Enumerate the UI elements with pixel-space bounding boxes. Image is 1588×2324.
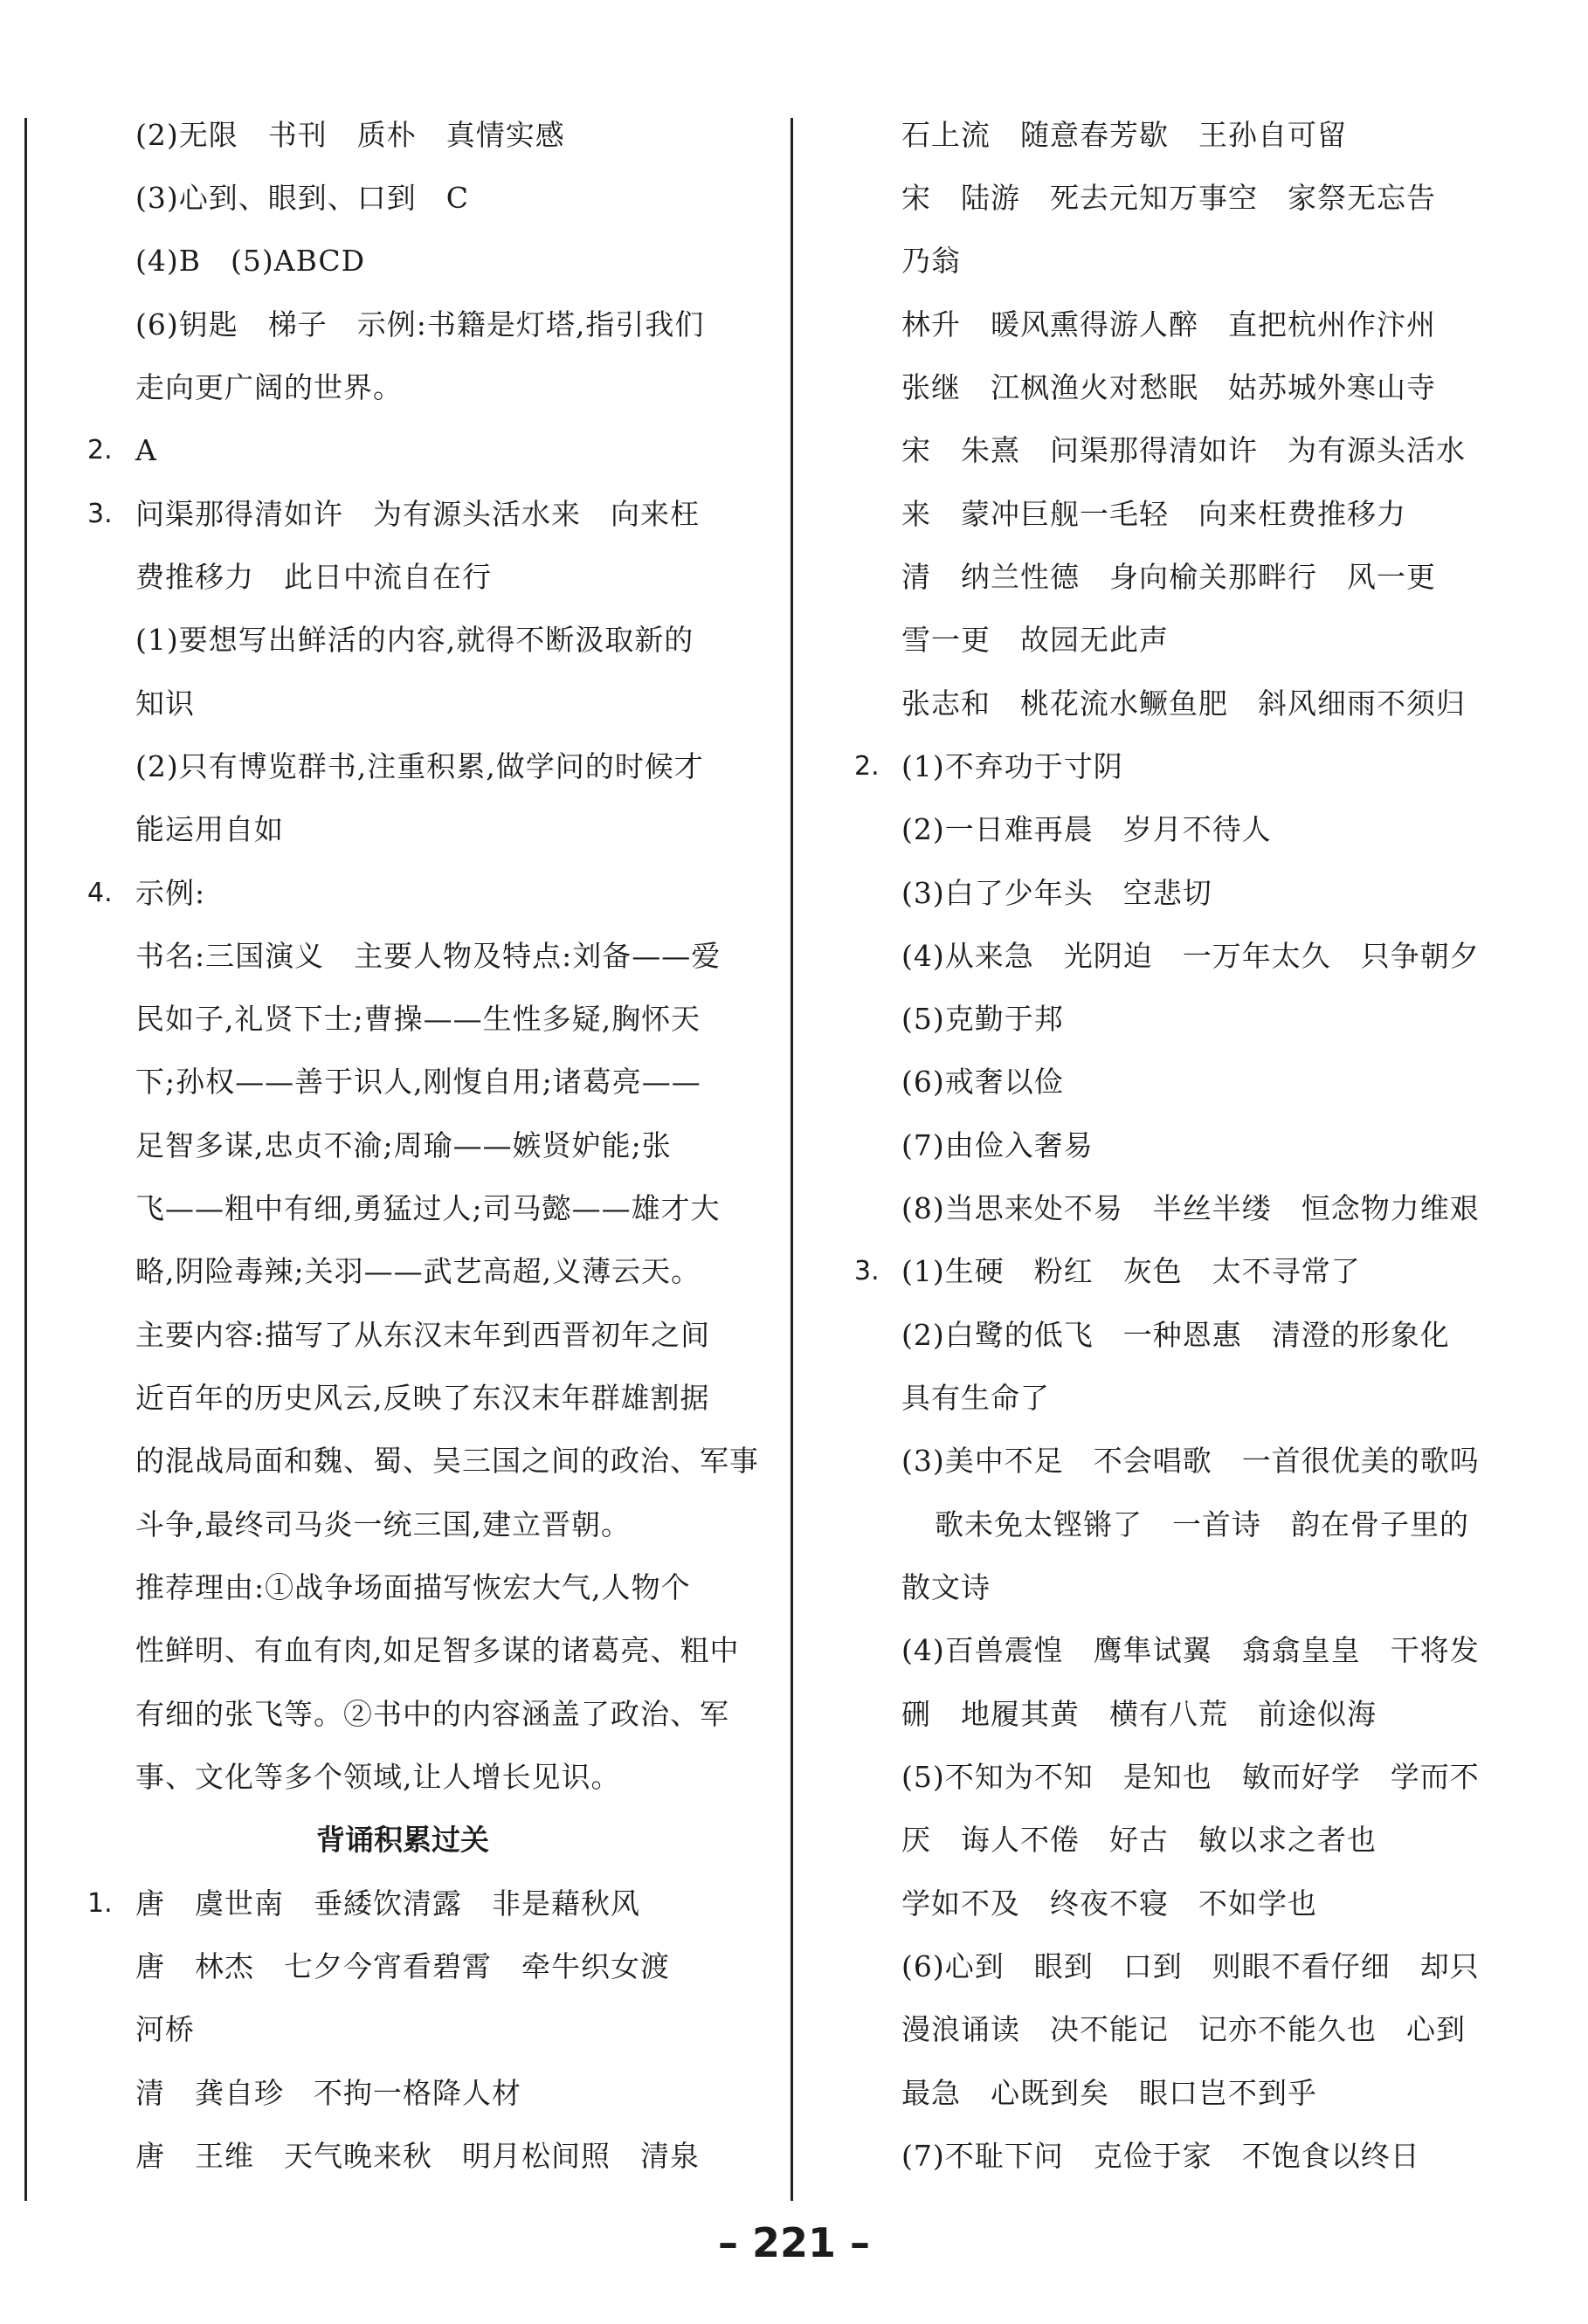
- text-line: (6)心到 眼到 口到 则眼不看仔细 却只: [901, 1949, 1480, 1983]
- text-line: (2)一日难再晨 岁月不待人: [901, 812, 1272, 846]
- text-line: 有细的张飞等。②书中的内容涵盖了政治、军: [135, 1697, 729, 1731]
- text-line: 问渠那得清如许 为有源头活水来 向来枉: [135, 497, 700, 531]
- text-line: (4)B (5)ABCD: [135, 244, 366, 278]
- text-line: 走向更广阔的世界。: [135, 370, 403, 404]
- text-line: 性鲜明、有血有肉,如足智多谋的诸葛亮、粗中: [135, 1633, 740, 1667]
- text-line: (5)不知为不知 是知也 敏而好学 学而不: [901, 1760, 1480, 1794]
- question-number: 3.: [854, 1256, 880, 1286]
- text-line: 歌未免太铿锵了 一首诗 韵在骨子里的: [935, 1507, 1469, 1541]
- text-line: (1)要想写出鲜活的内容,就得不断汲取新的: [135, 623, 694, 657]
- question-number: 4.: [87, 878, 113, 908]
- page-number: – 221 –: [717, 2219, 871, 2266]
- text-line: 张志和 桃花流水鳜鱼肥 斜风细雨不须归: [901, 686, 1466, 721]
- question-number: 1.: [87, 1888, 113, 1919]
- text-line: 的混战局面和魏、蜀、吴三国之间的政治、军事: [135, 1444, 759, 1478]
- text-line: 石上流 随意春芳歇 王孙自可留: [901, 118, 1347, 152]
- text-line: A: [135, 433, 157, 467]
- text-line: 飞——粗中有细,勇猛过人;司马懿——雄才大: [135, 1191, 721, 1225]
- text-line: 书名:三国演义 主要人物及特点:刘备——爱: [135, 939, 722, 973]
- text-line: (1)生硬 粉红 灰色 太不寻常了: [901, 1254, 1361, 1288]
- text-line: 唐 虞世南 垂緌饮清露 非是藉秋风: [135, 1886, 640, 1921]
- text-line: (4)百兽震惶 鹰隼试翼 翕翕皇皇 干将发: [901, 1633, 1480, 1667]
- text-line: (6)钥匙 梯子 示例:书籍是灯塔,指引我们: [135, 307, 705, 341]
- text-line: 林升 暖风熏得游人醉 直把杭州作汴州: [901, 307, 1436, 341]
- column-divider-left: [24, 118, 27, 2201]
- text-line: 足智多谋,忠贞不渝;周瑜——嫉贤妒能;张: [135, 1128, 672, 1162]
- text-line: 张继 江枫渔火对愁眠 姑苏城外寒山寺: [901, 370, 1436, 404]
- text-line: 乃翁: [901, 244, 961, 278]
- text-line: (3)心到、眼到、口到 C: [135, 181, 469, 215]
- column-divider-middle: [791, 118, 793, 2201]
- text-line: 最急 心既到矣 眼口岂不到乎: [901, 2076, 1317, 2110]
- text-line: (4)从来急 光阴迫 一万年太久 只争朝夕: [901, 939, 1480, 973]
- text-line: 示例:: [135, 876, 206, 910]
- section-heading: 背诵积累过关: [316, 1823, 489, 1857]
- text-line: 宋 陆游 死去元知万事空 家祭无忘告: [901, 181, 1436, 215]
- text-line: 近百年的历史风云,反映了东汉末年群雄割据: [135, 1381, 710, 1415]
- text-line: 主要内容:描写了从东汉末年到西晋初年之间: [135, 1318, 711, 1352]
- text-line: (2)白鹭的低飞 一种恩惠 清澄的形象化: [901, 1318, 1450, 1352]
- text-line: (2)无限 书刊 质朴 真情实感: [135, 118, 565, 152]
- text-line: 费推移力 此日中流自在行: [135, 560, 492, 594]
- text-line: (2)只有博览群书,注重积累,做学问的时候才: [135, 749, 704, 783]
- question-number: 2.: [854, 751, 880, 782]
- text-line: 学如不及 终夜不寝 不如学也: [901, 1886, 1317, 1921]
- text-line: 唐 林杰 七夕今宵看碧霄 牵牛织女渡: [135, 1949, 670, 1983]
- question-number: 2.: [87, 435, 113, 465]
- text-line: 散文诗: [901, 1570, 991, 1604]
- text-line: 下;孙权——善于识人,刚愎自用;诸葛亮——: [135, 1065, 701, 1099]
- text-line: 清 纳兰性德 身向榆关那畔行 风一更: [901, 560, 1436, 594]
- text-line: 厌 诲人不倦 好古 敏以求之者也: [901, 1823, 1377, 1857]
- text-line: (5)克勤于邦: [901, 1002, 1064, 1036]
- text-line: 来 蒙冲巨舰一毛轻 向来枉费推移力: [901, 497, 1406, 531]
- text-line: 民如子,礼贤下士;曹操——生性多疑,胸怀天: [135, 1002, 701, 1036]
- text-line: 具有生命了: [901, 1381, 1050, 1415]
- text-line: 河桥: [135, 2012, 195, 2046]
- text-line: 事、文化等多个领域,让人增长见识。: [135, 1760, 621, 1794]
- text-line: 硎 地履其黄 横有八荒 前途似海: [901, 1697, 1377, 1731]
- text-line: (3)美中不足 不会唱歌 一首很优美的歌吗: [901, 1444, 1480, 1478]
- text-line: (8)当思来处不易 半丝半缕 恒念物力维艰: [901, 1191, 1480, 1225]
- text-line: (6)戒奢以俭: [901, 1065, 1064, 1099]
- text-line: 漫浪诵读 决不能记 记亦不能久也 心到: [901, 2012, 1466, 2046]
- text-line: 宋 朱熹 问渠那得清如许 为有源头活水: [901, 433, 1466, 467]
- text-line: 清 龚自珍 不拘一格降人材: [135, 2076, 521, 2110]
- text-line: 知识: [135, 686, 195, 721]
- text-line: (7)由俭入奢易: [901, 1128, 1094, 1162]
- text-line: 雪一更 故园无此声: [901, 623, 1169, 657]
- text-line: (1)不弃功于寸阴: [901, 749, 1123, 783]
- text-line: 略,阴险毒辣;关羽——武艺高超,义薄云天。: [135, 1254, 701, 1288]
- question-number: 3.: [87, 499, 113, 529]
- text-line: 推荐理由:①战争场面描写恢宏大气,人物个: [135, 1570, 691, 1604]
- text-line: 斗争,最终司马炎一统三国,建立晋朝。: [135, 1507, 631, 1541]
- text-line: 能运用自如: [135, 812, 284, 846]
- text-line: (3)白了少年头 空悲切: [901, 876, 1212, 910]
- text-line: (7)不耻下问 克俭于家 不饱食以终日: [901, 2139, 1420, 2173]
- text-line: 唐 王维 天气晚来秋 明月松间照 清泉: [135, 2139, 700, 2173]
